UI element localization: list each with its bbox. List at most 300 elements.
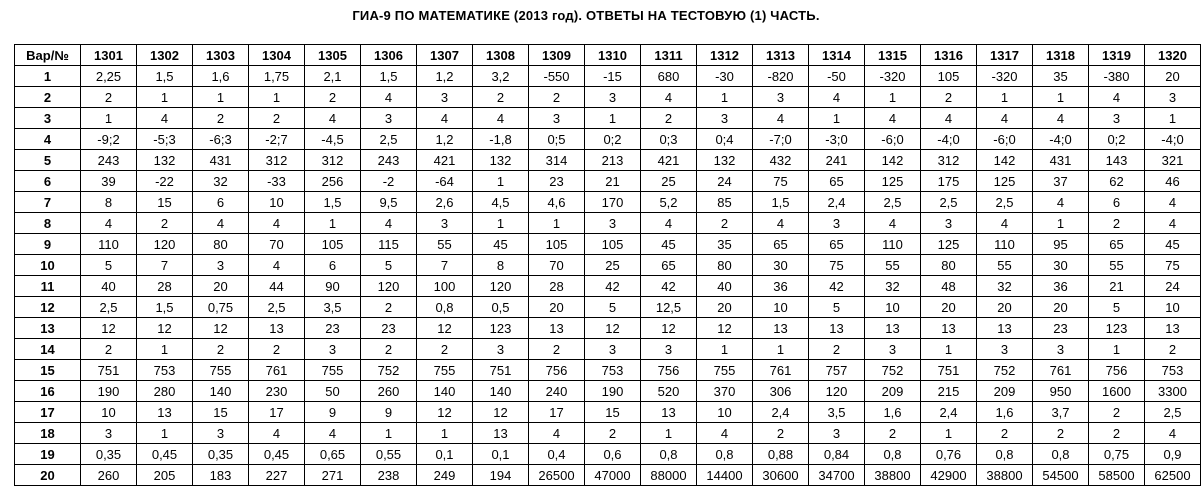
variant-header: 1309 [529, 45, 585, 66]
answer-cell: 12 [193, 318, 249, 339]
answer-cell: 123 [473, 318, 529, 339]
answer-cell: 2 [1089, 423, 1145, 444]
answer-cell: 306 [753, 381, 809, 402]
answer-cell: 753 [585, 360, 641, 381]
answer-cell: 12 [473, 402, 529, 423]
answer-cell: 90 [305, 276, 361, 297]
answer-cell: 2 [529, 87, 585, 108]
answer-cell: 55 [977, 255, 1033, 276]
answer-cell: 46 [1145, 171, 1201, 192]
answer-cell: 421 [641, 150, 697, 171]
answer-cell: 6 [1089, 192, 1145, 213]
answer-cell: 0,8 [977, 444, 1033, 465]
answer-cell: 110 [977, 234, 1033, 255]
answer-cell: 4 [641, 213, 697, 234]
answer-cell: -3;0 [809, 129, 865, 150]
variant-header: 1312 [697, 45, 753, 66]
answer-cell: 5 [81, 255, 137, 276]
answer-cell: 13 [1145, 318, 1201, 339]
answer-cell: 3300 [1145, 381, 1201, 402]
answer-cell: -320 [865, 66, 921, 87]
answer-cell: 62500 [1145, 465, 1201, 486]
answer-cell: 123 [1089, 318, 1145, 339]
task-number-cell: 16 [15, 381, 81, 402]
answer-cell: 1,5 [305, 192, 361, 213]
answer-cell: 4 [473, 108, 529, 129]
answer-cell: 2 [529, 339, 585, 360]
answer-cell: 105 [305, 234, 361, 255]
answer-cell: 1,6 [193, 66, 249, 87]
answer-cell: 15 [193, 402, 249, 423]
answer-cell: 753 [1145, 360, 1201, 381]
answer-cell: 0,6 [585, 444, 641, 465]
answer-cell: 142 [977, 150, 1033, 171]
table-row [15, 150, 1201, 171]
answer-cell: 761 [1033, 360, 1089, 381]
answer-cell: 10 [697, 402, 753, 423]
answer-cell: 1,5 [137, 66, 193, 87]
task-number-cell: 14 [15, 339, 81, 360]
answer-cell: 32 [193, 171, 249, 192]
answer-cell: 80 [193, 234, 249, 255]
answer-cell: 10 [81, 402, 137, 423]
header-row [15, 45, 1201, 66]
answer-cell: 3 [417, 213, 473, 234]
answer-cell: 4 [305, 423, 361, 444]
answer-cell: 9 [361, 402, 417, 423]
answer-cell: 17 [529, 402, 585, 423]
answer-cell: 2,5 [361, 129, 417, 150]
page-title: ГИА-9 ПО МАТЕМАТИКЕ (2013 год). ОТВЕТЫ НА ТЕСТОВУЮ (1) ЧАСТЬ. [352, 8, 820, 23]
answer-cell: 110 [865, 234, 921, 255]
variant-header: 1306 [361, 45, 417, 66]
answer-cell: 54500 [1033, 465, 1089, 486]
answer-cell: 755 [305, 360, 361, 381]
task-number-cell: 3 [15, 108, 81, 129]
answer-cell: 755 [697, 360, 753, 381]
variant-header: 1303 [193, 45, 249, 66]
answer-cell: 2,5 [1145, 402, 1201, 423]
answer-cell: -50 [809, 66, 865, 87]
answer-cell: -6;3 [193, 129, 249, 150]
answer-cell: 243 [81, 150, 137, 171]
answer-cell: 20 [1145, 66, 1201, 87]
answer-cell: 1,75 [249, 66, 305, 87]
answer-cell: 2 [809, 339, 865, 360]
answer-cell: 230 [249, 381, 305, 402]
answer-cell: 205 [137, 465, 193, 486]
answer-cell: 42 [641, 276, 697, 297]
answer-cell: 1 [697, 87, 753, 108]
answer-cell: 4 [137, 108, 193, 129]
answer-cell: -30 [697, 66, 753, 87]
answer-cell: 4,5 [473, 192, 529, 213]
answer-cell: 1 [1033, 87, 1089, 108]
answer-cell: 3 [305, 339, 361, 360]
answer-cell: 1 [473, 213, 529, 234]
answer-cell: 45 [1145, 234, 1201, 255]
variant-header: 1304 [249, 45, 305, 66]
answer-cell: 3 [1089, 108, 1145, 129]
answer-cell: 4 [753, 108, 809, 129]
answer-cell: 0,84 [809, 444, 865, 465]
answer-cell: 12 [81, 318, 137, 339]
answer-cell: 1 [529, 213, 585, 234]
answer-cell: 314 [529, 150, 585, 171]
answer-cell: 4 [641, 87, 697, 108]
answer-cell: 4 [977, 108, 1033, 129]
answer-cell: 0,35 [81, 444, 137, 465]
task-number-cell: 17 [15, 402, 81, 423]
answer-cell: 190 [585, 381, 641, 402]
answer-cell: 50 [305, 381, 361, 402]
answer-cell: 28 [137, 276, 193, 297]
answer-cell: 75 [809, 255, 865, 276]
answer-cell: 1 [641, 423, 697, 444]
answer-cell: 370 [697, 381, 753, 402]
answer-cell: 2 [921, 87, 977, 108]
answer-cell: 36 [1033, 276, 1089, 297]
answer-cell: 431 [1033, 150, 1089, 171]
answer-cell: 3 [585, 213, 641, 234]
answer-cell: 132 [473, 150, 529, 171]
table-row [15, 465, 1201, 486]
answer-cell: 4 [1033, 108, 1089, 129]
answer-cell: 1 [193, 87, 249, 108]
answer-cell: 1,5 [361, 66, 417, 87]
answer-cell: 2,5 [977, 192, 1033, 213]
answer-cell: 756 [641, 360, 697, 381]
answer-cell: 40 [697, 276, 753, 297]
answer-cell: 12 [585, 318, 641, 339]
answer-cell: 13 [137, 402, 193, 423]
answer-cell: 42900 [921, 465, 977, 486]
answer-cell: 4 [249, 423, 305, 444]
answer-cell: 10 [249, 192, 305, 213]
answer-cell: -7;0 [753, 129, 809, 150]
variant-header: 1313 [753, 45, 809, 66]
answer-cell: 1 [137, 339, 193, 360]
answer-cell: 0,35 [193, 444, 249, 465]
answer-cell: 140 [417, 381, 473, 402]
answer-cell: 1 [865, 87, 921, 108]
answer-cell: 3 [529, 108, 585, 129]
answer-cell: 432 [753, 150, 809, 171]
answer-cell: 0,1 [473, 444, 529, 465]
answer-cell: 45 [641, 234, 697, 255]
answer-cell: 5 [585, 297, 641, 318]
answer-cell: 105 [585, 234, 641, 255]
table-row [15, 360, 1201, 381]
answer-cell: 20 [193, 276, 249, 297]
answer-cell: 65 [753, 234, 809, 255]
variant-header: 1320 [1145, 45, 1201, 66]
answer-cell: 1 [1145, 108, 1201, 129]
answer-cell: 0,8 [1033, 444, 1089, 465]
answer-cell: 23 [529, 171, 585, 192]
answer-cell: 13 [529, 318, 585, 339]
answer-cell: 2 [1089, 213, 1145, 234]
answer-cell: 0;5 [529, 129, 585, 150]
answer-cell: 4 [809, 87, 865, 108]
answer-cell: 175 [921, 171, 977, 192]
task-number-cell: 20 [15, 465, 81, 486]
answer-cell: 2 [977, 423, 1033, 444]
answer-cell: 35 [697, 234, 753, 255]
answer-cell: 13 [753, 318, 809, 339]
variant-header: 1310 [585, 45, 641, 66]
answer-cell: 0;4 [697, 129, 753, 150]
answer-cell: 0;2 [1089, 129, 1145, 150]
answer-cell: 1,2 [417, 66, 473, 87]
task-number-cell: 13 [15, 318, 81, 339]
answer-cell: 2 [193, 108, 249, 129]
answer-cell: 0,75 [193, 297, 249, 318]
answer-cell: 321 [1145, 150, 1201, 171]
answer-cell: -9;2 [81, 129, 137, 150]
answer-cell: 142 [865, 150, 921, 171]
answer-cell: 35 [1033, 66, 1089, 87]
answer-cell: -22 [137, 171, 193, 192]
answer-cell: 1,5 [753, 192, 809, 213]
answer-cell: 28 [529, 276, 585, 297]
answer-cell: -320 [977, 66, 1033, 87]
answer-cell: -2;7 [249, 129, 305, 150]
answer-cell: 12,5 [641, 297, 697, 318]
answer-cell: 3,5 [809, 402, 865, 423]
answer-cell: 183 [193, 465, 249, 486]
answer-cell: 2 [753, 423, 809, 444]
answer-cell: 39 [81, 171, 137, 192]
answer-cell: 30 [1033, 255, 1089, 276]
answer-cell: 45 [473, 234, 529, 255]
answer-cell: 2,4 [921, 402, 977, 423]
answer-cell: 120 [361, 276, 417, 297]
answer-cell: 3 [809, 213, 865, 234]
answer-cell: 209 [977, 381, 1033, 402]
answer-cell: 24 [697, 171, 753, 192]
answer-cell: 9,5 [361, 192, 417, 213]
answer-cell: 0,1 [417, 444, 473, 465]
answer-cell: 2 [249, 108, 305, 129]
answer-cell: 213 [585, 150, 641, 171]
answer-cell: 15 [585, 402, 641, 423]
answer-cell: 1 [1089, 339, 1145, 360]
answer-cell: 2 [305, 87, 361, 108]
answer-cell: 2,4 [809, 192, 865, 213]
answer-cell: 1 [417, 423, 473, 444]
answer-cell: 4 [193, 213, 249, 234]
task-number-cell: 2 [15, 87, 81, 108]
answer-cell: 1,5 [137, 297, 193, 318]
task-number-cell: 10 [15, 255, 81, 276]
answer-cell: 30600 [753, 465, 809, 486]
answer-cell: 23 [361, 318, 417, 339]
answer-cell: 120 [809, 381, 865, 402]
answer-cell: 0;3 [641, 129, 697, 150]
corner-header: Вар/№ [15, 45, 81, 66]
answer-cell: 3 [865, 339, 921, 360]
answer-cell: 1 [809, 108, 865, 129]
table-row [15, 66, 1201, 87]
table-row [15, 444, 1201, 465]
answer-cell: 5,2 [641, 192, 697, 213]
answer-cell: 2 [1089, 402, 1145, 423]
answer-cell: 132 [697, 150, 753, 171]
answer-cell: 1 [361, 423, 417, 444]
answer-cell: 1 [697, 339, 753, 360]
answer-cell: 12 [641, 318, 697, 339]
answer-cell: -820 [753, 66, 809, 87]
answer-cell: 215 [921, 381, 977, 402]
answer-cell: 65 [641, 255, 697, 276]
answer-cell: 2,5 [921, 192, 977, 213]
answer-cell: 751 [921, 360, 977, 381]
answer-cell: 55 [417, 234, 473, 255]
answer-cell: 4 [977, 213, 1033, 234]
answer-cell: 13 [249, 318, 305, 339]
answer-cell: 80 [921, 255, 977, 276]
answer-cell: 32 [865, 276, 921, 297]
answer-cell: 0,8 [641, 444, 697, 465]
answer-cell: -2 [361, 171, 417, 192]
answer-cell: 2,5 [81, 297, 137, 318]
answer-cell: 520 [641, 381, 697, 402]
answer-cell: 227 [249, 465, 305, 486]
answer-cell: 105 [921, 66, 977, 87]
answer-cell: 0,55 [361, 444, 417, 465]
answer-cell: 761 [249, 360, 305, 381]
answer-cell: 4 [81, 213, 137, 234]
table-row [15, 108, 1201, 129]
answer-cell: 12 [417, 318, 473, 339]
answer-cell: 752 [865, 360, 921, 381]
answer-cell: 3 [921, 213, 977, 234]
answer-cell: 4 [249, 213, 305, 234]
answer-cell: 0,45 [137, 444, 193, 465]
answer-cell: 3 [697, 108, 753, 129]
answer-cell: 44 [249, 276, 305, 297]
answer-cell: 2 [473, 87, 529, 108]
answer-cell: 125 [977, 171, 1033, 192]
table-row [15, 318, 1201, 339]
variant-header: 1311 [641, 45, 697, 66]
answer-cell: 70 [249, 234, 305, 255]
answer-cell: 3 [361, 108, 417, 129]
task-number-cell: 11 [15, 276, 81, 297]
answer-cell: 13 [977, 318, 1033, 339]
answer-cell: 26500 [529, 465, 585, 486]
answer-cell: -6;0 [865, 129, 921, 150]
answer-cell: 105 [529, 234, 585, 255]
table-body [15, 66, 1201, 486]
answer-cell: 12 [417, 402, 473, 423]
answer-cell: 25 [641, 171, 697, 192]
answer-cell: -4;0 [1033, 129, 1089, 150]
answer-cell: 21 [1089, 276, 1145, 297]
answer-cell: 2 [361, 339, 417, 360]
task-number-cell: 15 [15, 360, 81, 381]
table-row [15, 213, 1201, 234]
answer-cell: 4 [697, 423, 753, 444]
answer-cell: 80 [697, 255, 753, 276]
answer-cell: 2,1 [305, 66, 361, 87]
answer-cell: 30 [753, 255, 809, 276]
answer-cell: 4 [865, 108, 921, 129]
answer-cell: 680 [641, 66, 697, 87]
answer-cell: 238 [361, 465, 417, 486]
table-row [15, 234, 1201, 255]
answer-cell: 24 [1145, 276, 1201, 297]
table-row [15, 129, 1201, 150]
task-number-cell: 4 [15, 129, 81, 150]
answer-cell: 13 [809, 318, 865, 339]
answer-cell: 14400 [697, 465, 753, 486]
answer-cell: 110 [81, 234, 137, 255]
answer-cell: -1,8 [473, 129, 529, 150]
answer-cell: 280 [137, 381, 193, 402]
answer-cell: 55 [865, 255, 921, 276]
answer-cell: 4 [417, 108, 473, 129]
task-number-cell: 18 [15, 423, 81, 444]
table-row [15, 402, 1201, 423]
answer-cell: 62 [1089, 171, 1145, 192]
answer-cell: 65 [809, 234, 865, 255]
answer-cell: 42 [809, 276, 865, 297]
answer-cell: 4 [865, 213, 921, 234]
variant-header: 1315 [865, 45, 921, 66]
answer-cell: 36 [753, 276, 809, 297]
answer-cell: 312 [921, 150, 977, 171]
answer-cell: 3 [977, 339, 1033, 360]
answer-cell: 9 [305, 402, 361, 423]
answer-cell: 3 [585, 87, 641, 108]
answer-cell: 58500 [1089, 465, 1145, 486]
answer-cell: 2 [585, 423, 641, 444]
answer-cell: 2 [137, 213, 193, 234]
variant-header: 1307 [417, 45, 473, 66]
answer-cell: 21 [585, 171, 641, 192]
answer-cell: 4 [1145, 213, 1201, 234]
answer-cell: 3 [193, 423, 249, 444]
variant-header: 1316 [921, 45, 977, 66]
task-number-cell: 6 [15, 171, 81, 192]
answer-cell: 0,45 [249, 444, 305, 465]
answer-cell: 15 [137, 192, 193, 213]
answer-cell: 170 [585, 192, 641, 213]
answer-cell: 2,4 [753, 402, 809, 423]
answer-cell: 20 [697, 297, 753, 318]
answer-cell: 120 [137, 234, 193, 255]
task-number-cell: 9 [15, 234, 81, 255]
answer-cell: 1 [1033, 213, 1089, 234]
answer-cell: 2 [641, 108, 697, 129]
answer-cell: 0,76 [921, 444, 977, 465]
answer-cell: 25 [585, 255, 641, 276]
answer-cell: 4 [1145, 423, 1201, 444]
answer-cell: 12 [697, 318, 753, 339]
variant-header: 1314 [809, 45, 865, 66]
answer-cell: 2 [1033, 423, 1089, 444]
answer-cell: 0,88 [753, 444, 809, 465]
table-row [15, 297, 1201, 318]
answer-cell: 249 [417, 465, 473, 486]
answer-cell: 1 [585, 108, 641, 129]
answer-cell: 5 [1089, 297, 1145, 318]
answer-cell: 4 [305, 108, 361, 129]
answer-cell: 20 [1033, 297, 1089, 318]
answer-cell: -4;0 [1145, 129, 1201, 150]
